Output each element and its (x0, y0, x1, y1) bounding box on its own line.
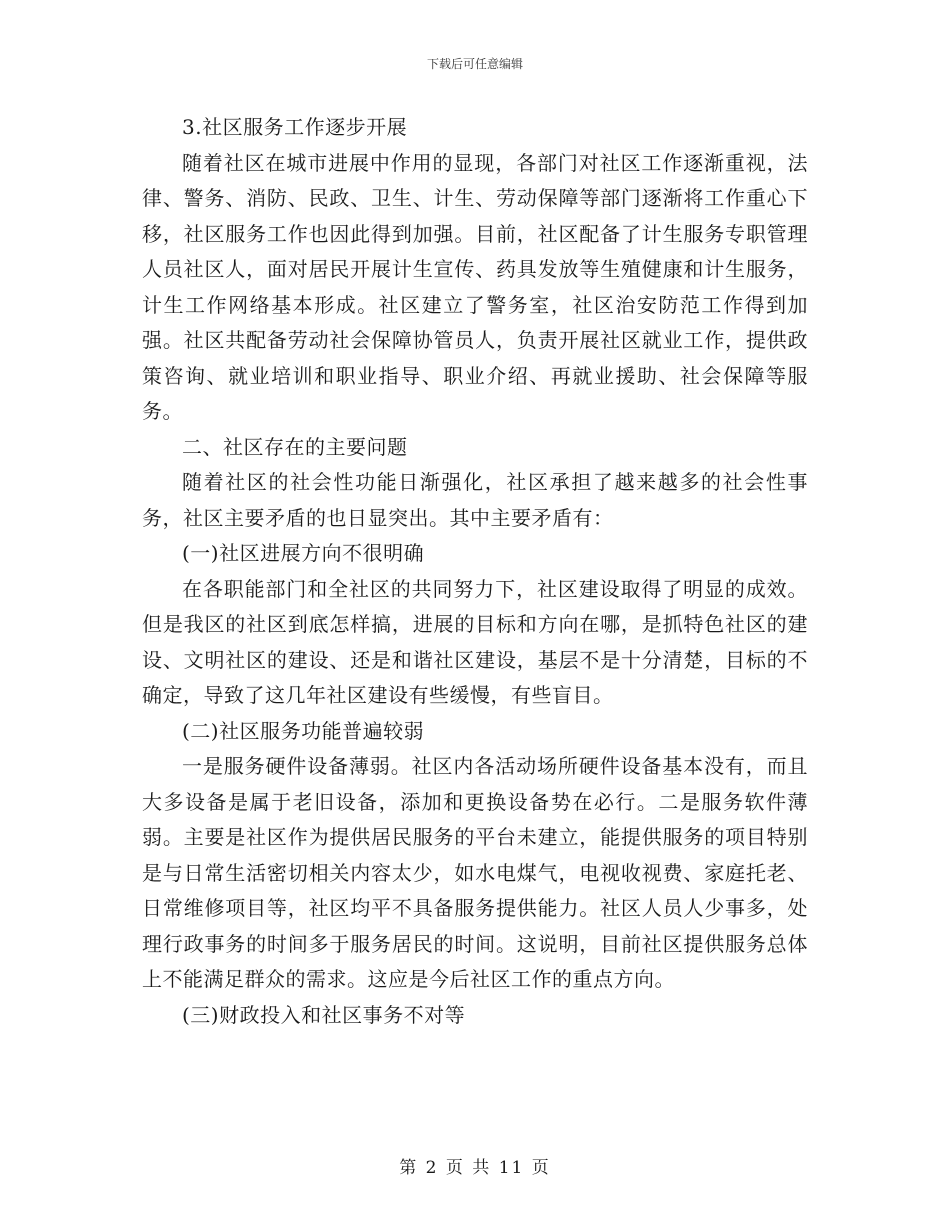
paragraph-main-problems: 随着社区的社会性功能日渐强化，社区承担了越来越多的社会性事务，社区主要矛盾的也日显突出。其中主要矛盾有： (142, 470, 808, 530)
paragraph-direction-unclear: 在各职能部门和全社区的共同努力下，社区建设取得了明显的成效。但是我区的社区到底怎样搞，进展的目标和方向在哪，是抓特色社区的建设、文明社区的建设、还是和谐社区建设，基层不是十分清楚，目标的不确定，导致了这几年社区建设有些缓慢，有些盲目。 (142, 576, 808, 707)
paragraph-service-weak: 一是服务硬件设备薄弱。社区内各活动场所硬件设备基本没有，而且大多设备是属于老旧设备，添加和更换设备势在必行。二是服务软件薄弱。主要是社区作为提供居民服务的平台未建立，能提供服务的项目特别是与日常生活密切相关内容太少，如水电煤气，电视收视费、家庭托老、日常维修项目等，社区均平不具备服务提供能力。社区人员人少事多，处理行政事务的时间多于服务居民的时间。这说明，目前社区提供服务总体上不能满足群众的需求。这应是今后社区工作的重点方向。 (142, 754, 808, 991)
heading-main-problems: 二、社区存在的主要问题 (182, 434, 408, 459)
heading-direction-unclear: (一)社区进展方向不很明确 (182, 541, 425, 565)
page-number: 第 2 页 共 11 页 (399, 1158, 551, 1178)
heading-finance-unequal: (三)财政投入和社区事务不对等 (182, 1002, 466, 1027)
page-header: 下载后可任意编辑 (426, 57, 523, 71)
heading-community-service: 3.社区服务工作逐步开展 (182, 115, 408, 139)
heading-service-weak: (二)社区服务功能普遍较弱 (182, 718, 425, 743)
document-body (142, 110, 808, 1033)
paragraph-community-service: 随着社区在城市进展中作用的显现，各部门对社区工作逐渐重视，法律、警务、消防、民政、卫生、计生、劳动保障等部门逐渐将工作重心下移，社区服务工作也因此得到加强。目前，社区配备了计生服务专职管理人员社区人，面对居民开展计生宣传、药具发放等生殖健康和计生服务，计生工作网络基本形成。社区建立了警务室，社区治安防范工作得到加强。社区共配备劳动社会保障协管员人，负责开展社区就业工作，提供政策咨询、就业培训和职业指导、职业介绍、再就业援助、社会保障等服务。 (142, 150, 808, 423)
